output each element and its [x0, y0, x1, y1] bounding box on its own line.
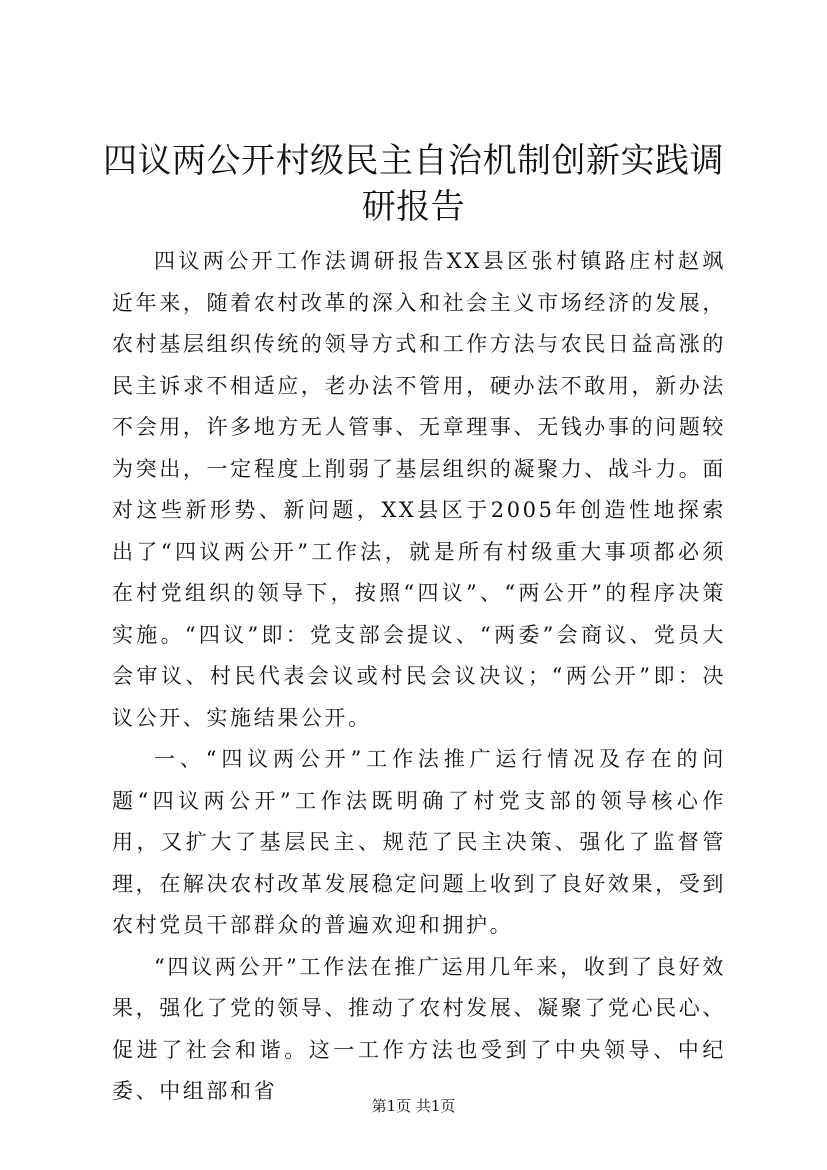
paragraph-results: “四议两公开”工作法在推广运用几年来，收到了良好效果，强化了党的领导、推动了农村发展、凝聚了党心民心、促进了社会和谐。这一工作方法也受到了中央领导、中纪委、中组部和省 [112, 954, 726, 1103]
document-body [112, 241, 726, 1113]
paragraph-intro: 四议两公开工作法调研报告XX县区张村镇路庄村赵飒近年来，随着农村改革的深入和社会主义市场经济的发展，农村基层组织传统的领导方式和工作方法与农民日益高涨的民主诉求不相适应，老办法不管用，硬办法不敢用，新办法不会用，许多地方无人管事、无章理事、无钱办事的问题较为突出，一定程度上削弱了基层组织的凝聚力、战斗力。面对这些新形势、新问题，XX县区于2005年创造性地探索出了“四议两公开”工作法，就是所有村级重大事项都必须在村党组织的领导下，按照“四议”、“两公开”的程序决策实施。“四议”即：党支部会提议、“两委”会商议、党员大会审议、村民代表会议或村民会议决议；“两公开”即：决议公开、实施结果公开。 [112, 249, 726, 730]
document-title: 四议两公开村级民主自治机制创新实践调研报告 [103, 141, 724, 227]
paragraph-section-one: 一、“四议两公开”工作法推广运行情况及存在的问题“四议两公开”工作法既明确了村党支部的领导核心作用，又扩大了基层民主、规范了民主决策、强化了监督管理，在解决农村改革发展稳定问题上收到了良好效果，受到农村党员干部群众的普遍欢迎和拥护。 [112, 747, 726, 937]
page-footer [0, 1096, 827, 1116]
page-number-label: 第1页 共1页 [371, 1097, 456, 1115]
